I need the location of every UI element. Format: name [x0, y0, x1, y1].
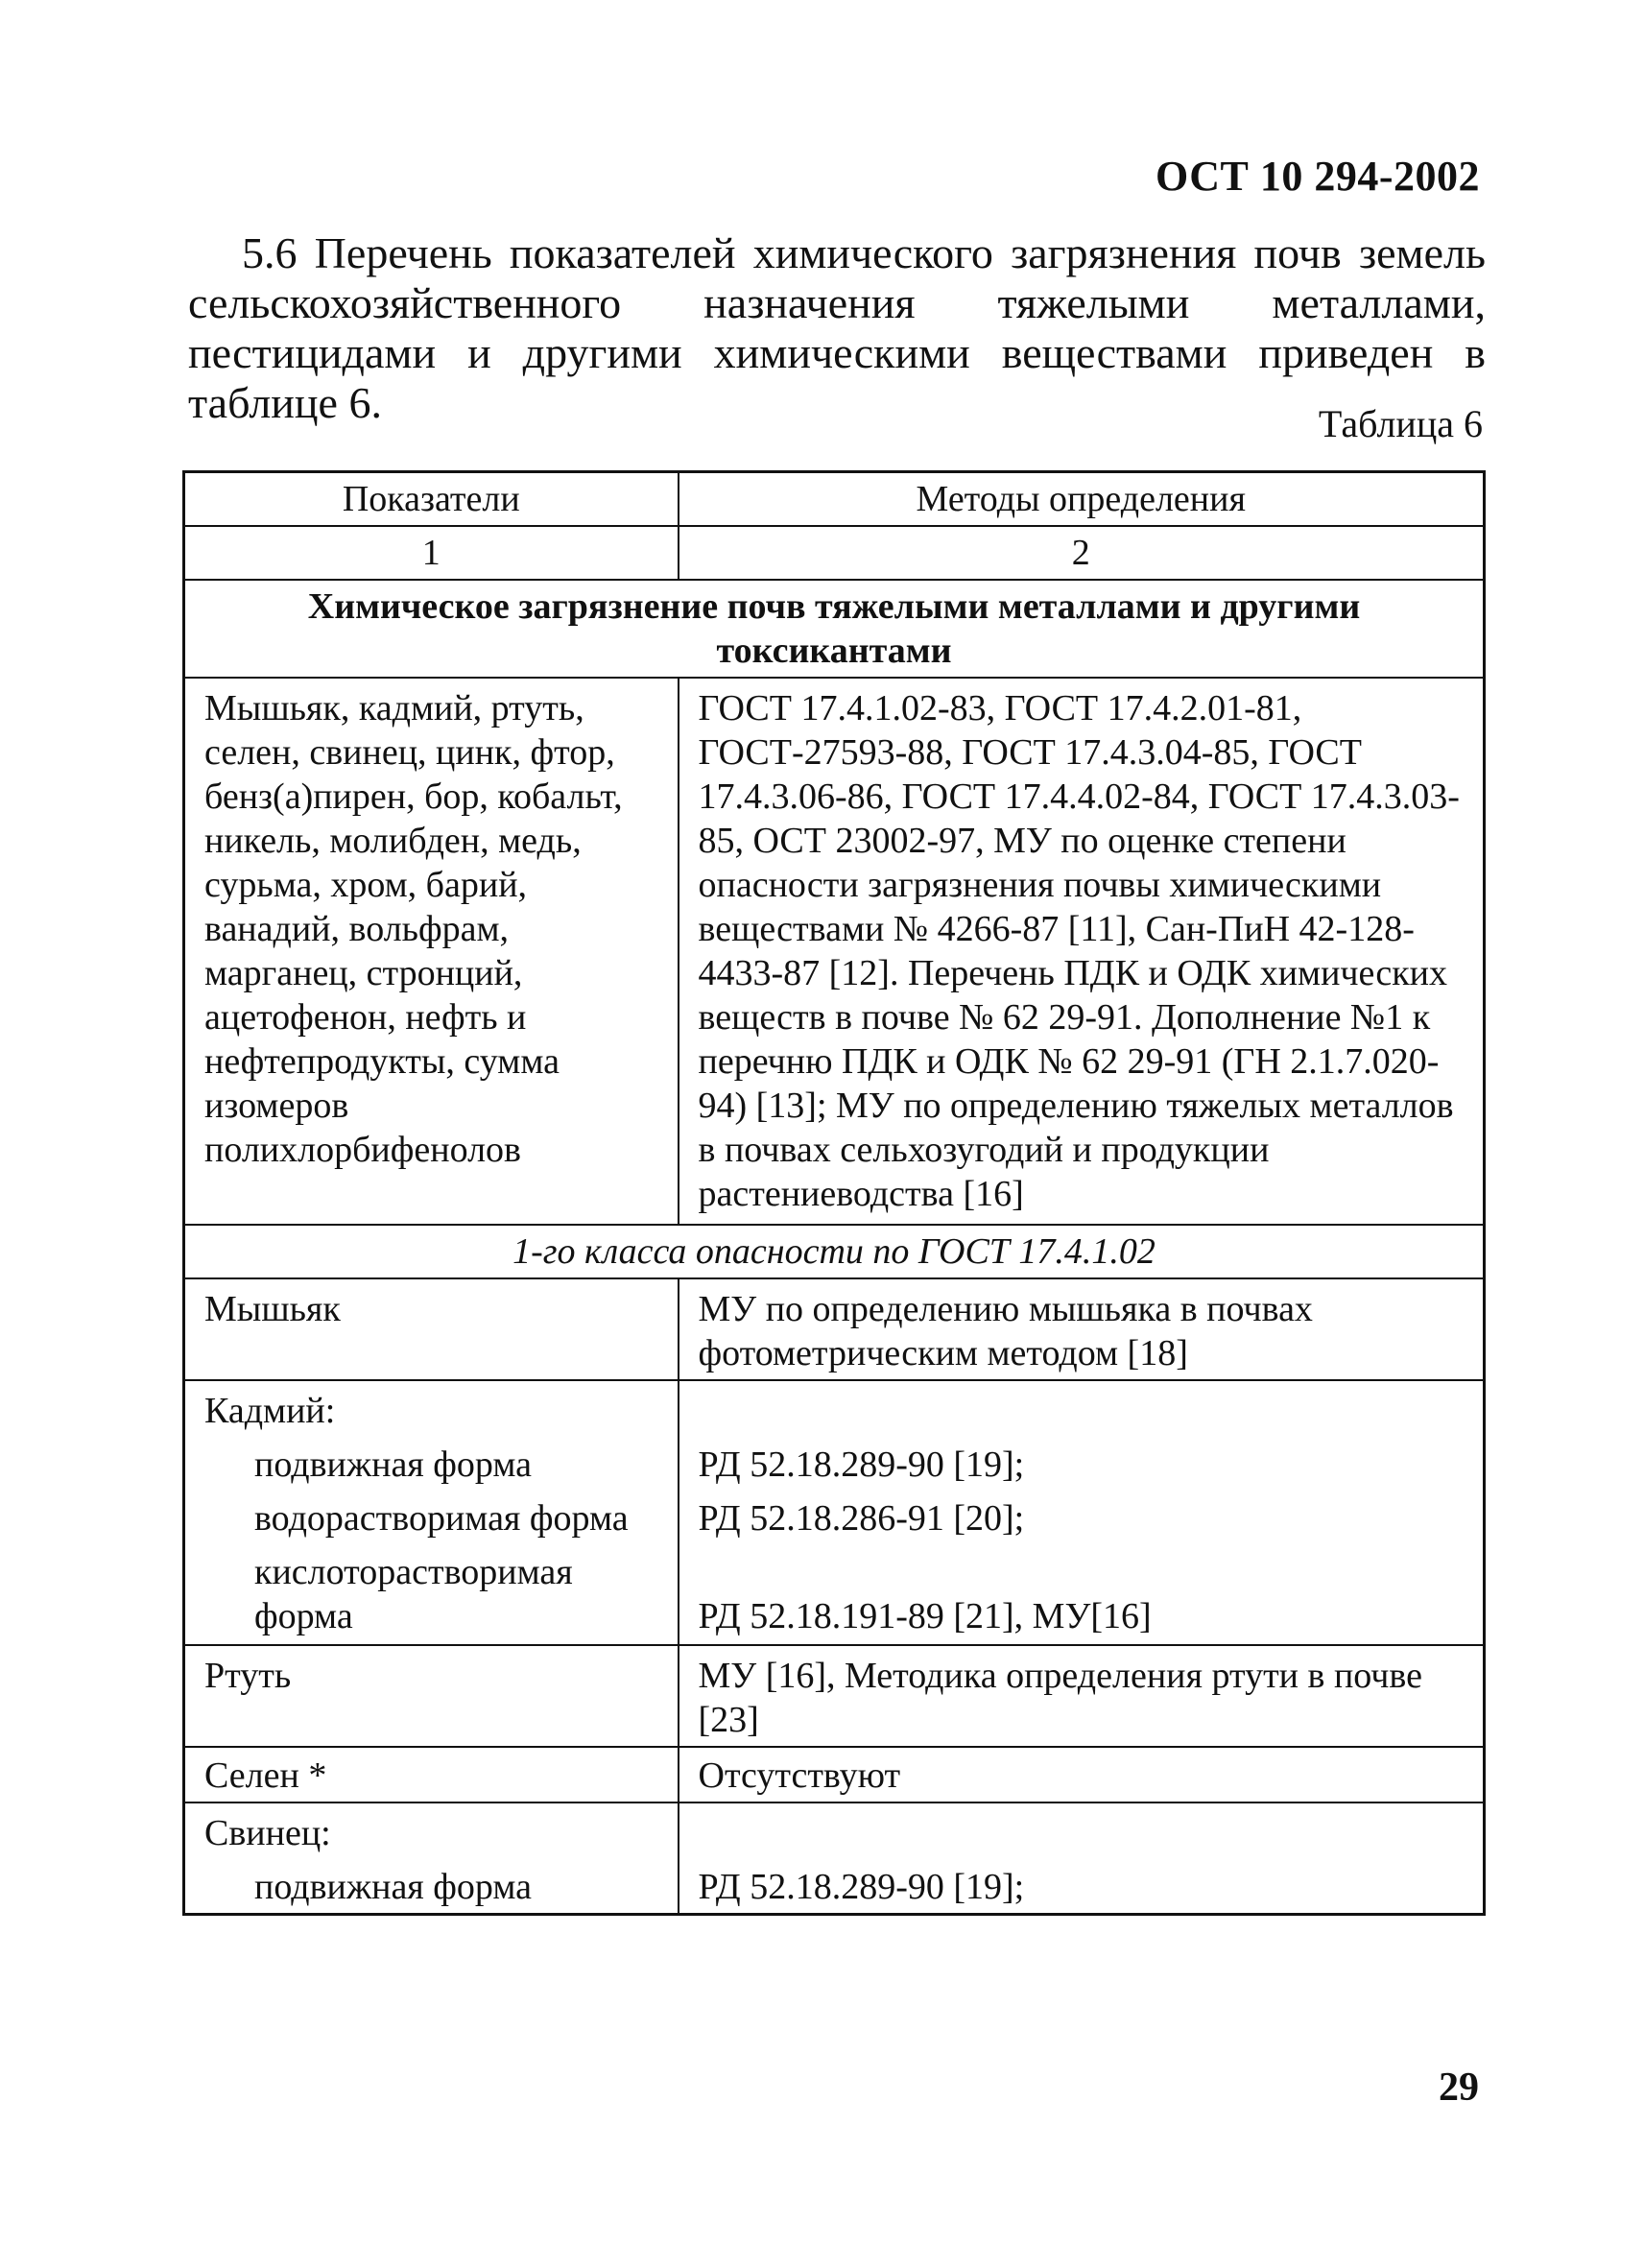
table-row-arsenic [184, 1278, 1485, 1380]
col-number-2: 2 [679, 526, 1485, 580]
indicators-cell: Мышьяк, кадмий, ртуть, селен, свинец, цинк, фтор, бенз(а)пирен, бор, кобальт, никель, молибден, медь, сурьма, хром, барий, ванадий, вольфрам, марганец, стронций, ацетофенон, нефть и нефтепродукты, сумма изомеров полихлорбифенолов [184, 678, 679, 1225]
table-row-lead [184, 1802, 1485, 1915]
method-text: МУ [16], Методика определения ртути в почве [23] [679, 1645, 1485, 1747]
form-name: подвижная форма [254, 1867, 532, 1907]
section-heading: Химическое загрязнение почв тяжелыми металлами и другими токсикантами [184, 580, 1485, 678]
intro-paragraph [188, 228, 1486, 428]
form-name: подвижная форма [254, 1444, 532, 1485]
method-text: РД 52.18.289-90 [19]; [698, 1867, 1025, 1907]
col-number-1: 1 [184, 526, 679, 580]
form-name: водорастворимая форма [254, 1498, 629, 1539]
method-text: РД 52.18.286-91 [20]; [698, 1498, 1025, 1539]
table-row-mercury [184, 1645, 1485, 1747]
methods-cell: ГОСТ 17.4.1.02-83, ГОСТ 17.4.2.01-81, ГОСТ-27593-88, ГОСТ 17.4.3.04-85, ГОСТ 17.4.3.06-86, ГОСТ 17.4.4.02-84, ГОСТ 17.4.3.03-85, ОСТ 23002-97, МУ по оценке степени опасности загрязнения почвы химическими веществами № 4266-87 [11], Сан-ПиН 42-128-4433-87 [12]. Перечень ПДК и ОДК химических веществ в почве № 62 29-91. Дополнение №1 к перечню ПДК и ОДК № 62 29-91 (ГН 2.1.7.020-94) [13]; МУ по определению тяжелых металлов в почвах сельхозугодий и продукции растениеводства [16] [679, 678, 1485, 1225]
table-row-selenium [184, 1747, 1485, 1802]
method-text: РД 52.18.191-89 [21], МУ[16] [698, 1596, 1152, 1636]
method-text: МУ по определению мышьяка в почвах фотометрическим методом [18] [679, 1278, 1485, 1380]
indicator-name: Ртуть [184, 1645, 679, 1747]
column-number-row [184, 526, 1485, 580]
indicator-cadmium [184, 1380, 679, 1645]
method-text: РД 52.18.289-90 [19]; [698, 1444, 1025, 1485]
col-header-indicators: Показатели [184, 472, 679, 527]
indicator-name: Кадмий: [204, 1391, 336, 1431]
indicator-lead [184, 1802, 679, 1915]
table-caption: Таблица 6 [1318, 402, 1483, 445]
form-name: кислоторастворимая форма [254, 1552, 573, 1636]
col-header-methods: Методы определения [679, 472, 1485, 527]
methods-cadmium [679, 1380, 1485, 1645]
table-6 [182, 470, 1486, 1916]
section-heavy-metals [184, 580, 1485, 678]
methods-lead [679, 1802, 1485, 1915]
intro-text: 5.6 Перечень показателей химического загрязнения почв земель сельскохозяйственного назначения тяжелыми металлами, пестицидами и другими химическими веществами приведен в таблице 6. [188, 228, 1486, 427]
table-row-cadmium [184, 1380, 1485, 1645]
section-hazard-class-1 [184, 1225, 1485, 1278]
method-text: Отсутствуют [679, 1747, 1485, 1802]
table-row [184, 678, 1485, 1225]
indicator-name: Мышьяк [184, 1278, 679, 1380]
section-heading: 1-го класса опасности по ГОСТ 17.4.1.02 [184, 1225, 1485, 1278]
indicator-name: Свинец: [204, 1813, 331, 1853]
table-header-row [184, 472, 1485, 527]
page-number: 29 [1439, 2065, 1479, 2110]
document-code: ОСТ 10 294-2002 [1155, 153, 1480, 200]
indicator-name: Селен * [184, 1747, 679, 1802]
